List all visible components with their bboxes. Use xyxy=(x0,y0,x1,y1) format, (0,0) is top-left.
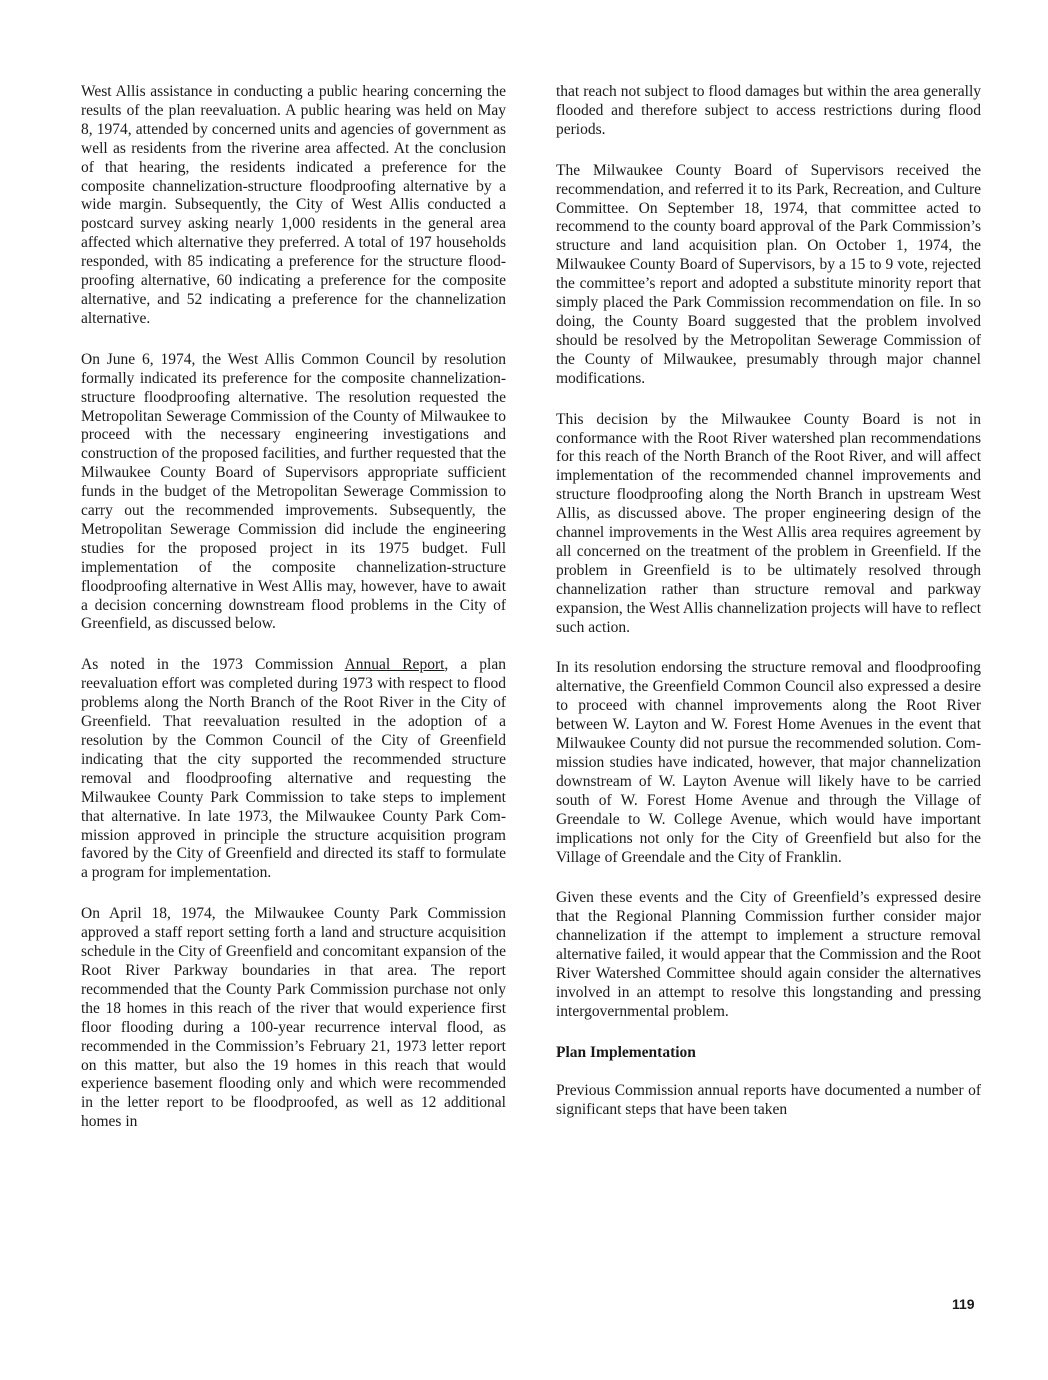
paragraph-county-board-decision: The Milwaukee County Board of Supervisors received the recommendation, and referred it to its Park, Recreation, and Culture Committee. On September 18, 1974, that committee acted to recommend to the county board approval of the Park Commission’s structure and land acquisition plan. On October 1, 1974, the Milwaukee County Board of Supervisors, by a 15 to 9 vote, rejected the committee’s report and adopted a substitute minority report that simply placed the Park Commission recommendation on file. In so doing, the County Board suggested that the problem involved should be resolved by the Metropolitan Sewerage Commission of the County of Milwaukee, presumably through major channel modifications. xyxy=(556,161,981,387)
left-column xyxy=(81,83,506,1154)
paragraph-west-allis-hearing: West Allis assistance in conducting a public hearing concerning the results of the plan reevaluation. A public hearing was held on May 8, 1974, attended by concerned units and agencies of government as well as residents from the riverine area affected. At the conclusion of that hearing, the residents indicated a preference for the composite channelization-structure floodproofing alternative by a wide margin. Subsequently, the City of West Allis conducted a postcard survey asking nearly 1,000 residents in the general area affected which alternative they preferred. A total of 197 households responded, with 85 indicating a preference for the structure floodproofing alternative, 60 indicating a preference for the composite alternative, and 52 indicating a preference for the channelization alternative. xyxy=(81,83,506,327)
section-heading-plan-implementation: Plan Implementation xyxy=(556,1043,696,1061)
paragraph-greenfield-text-end: , a plan reevaluation effort was completed during 1973 with respect to flood problems along the North Branch of the Root River in the City of Greenfield. That reevaluation resulted in the adoption of a resolution by the Common Council of the City of Greenfield indicating that the city supported the recommended structure removal and floodproofing alternative and requesting the Milwaukee County Park Commission to take steps to implement that alternative. In late 1973, the Milwaukee County Park Commission approved in principle the structure acquisition program favored by the City of Greenfield and directed its staff to formulate a program for implementation. xyxy=(81,656,506,882)
paragraph-plan-implementation: Previous Commission annual reports have documented a number of significant steps that have been taken xyxy=(556,1081,981,1118)
paragraph-intergovernmental-problem: Given these events and the City of Greenfield’s expressed desire that the Regional Planning Commission further consider major channelization if the attempt to implement a structure removal alternative failed, it would appear that the Commission and the Root River Watershed Committee should again consider the alternatives involved in an attempt to resolve this longstanding and pressing intergovernmental problem. xyxy=(556,889,981,1020)
paragraph-greenfield-reevaluation xyxy=(81,656,506,883)
paragraph-reach-continuation: that reach not subject to flood damages but within the area generally flooded and therefore subject to access restrictions during flood periods. xyxy=(556,83,981,138)
paragraph-common-council-resolution: On June 6, 1974, the West Allis Common Council by resolution formally indicated its preference for the composite channelization-structure floodproofing alternative. The resolution requested the Metropolitan Sewerage Commission of the County of Milwaukee to proceed with the necessary engineering investigations and construction of the proposed facilities, and further requested that the Milwaukee County Board of Supervisors appropriate sufficient funds in the budget of the Metropolitan Sewerage Commission to carry out the recommended improvements. Subsequently, the Metropolitan Sewerage Commission did include the engineering studies for the proposed project in its 1975 budget. Full implementation of the composite channelization-structure floodproofing alternative in West Allis may, however, have to await a decision concerning downstream flood problems in the City of Greenfield, as discussed below. xyxy=(81,350,506,633)
paragraph-greenfield-text-start: As noted in the 1973 Commission xyxy=(81,656,345,674)
paragraph-greenfield-resolution: In its resolution endorsing the structure removal and floodproofing alternative, the Greenfield Common Council also expressed a desire to proceed with channel improvements along the Root River between W. Layton and W. Forest Home Avenues in the event that Milwaukee County did not pursue the recommended solution. Commission studies have indicated, however, that major channelization downstream of W. Layton Avenue will likely have to be carried south of W. Forest Home Avenue and through the Village of Greendale to W. College Avenue, which would have important implications not only for the City of Greenfield but also for the Village of Greendale and the City of Franklin. xyxy=(556,659,981,866)
right-column xyxy=(556,83,981,1142)
paragraph-park-commission-report: On April 18, 1974, the Milwaukee County Park Commission approved a staff report setting forth a land and structure acquisition schedule in the City of Greenfield and concomitant expansion of the Root River Parkway boundaries in that area. The report recommended that the County Park Commission purchase not only the 18 homes in this reach of the river that would experience first floor flooding during a 100-year recurrence interval flood, as recommended in the Commission’s February 21, 1973 letter report on this matter, but also the 19 homes in this reach that would experience basement flooding only and which were recommended in the letter report to be floodproofed, as well as 12 additional homes in xyxy=(81,905,506,1131)
paragraph-watershed-conformance: This decision by the Milwaukee County Board is not in conformance with the Root River watershed plan recommendations for this reach of the North Branch of the Root River, and will affect implementation of the recommended channel improvements and structure floodproofing along the North Branch in upstream West Allis, as discussed above. The proper engineering design of the channel improvements in the West Allis area requires agreement by all concerned on the treatment of the problem in Greenfield. If the problem in Greenfield is to be ultimately resolved through channelization rather than structure removal and parkway expansion, the West Allis channelization projects will have to reflect such action. xyxy=(556,410,981,636)
annual-report-title: Annual Report xyxy=(344,656,445,674)
page-number: 119 xyxy=(952,1296,975,1312)
